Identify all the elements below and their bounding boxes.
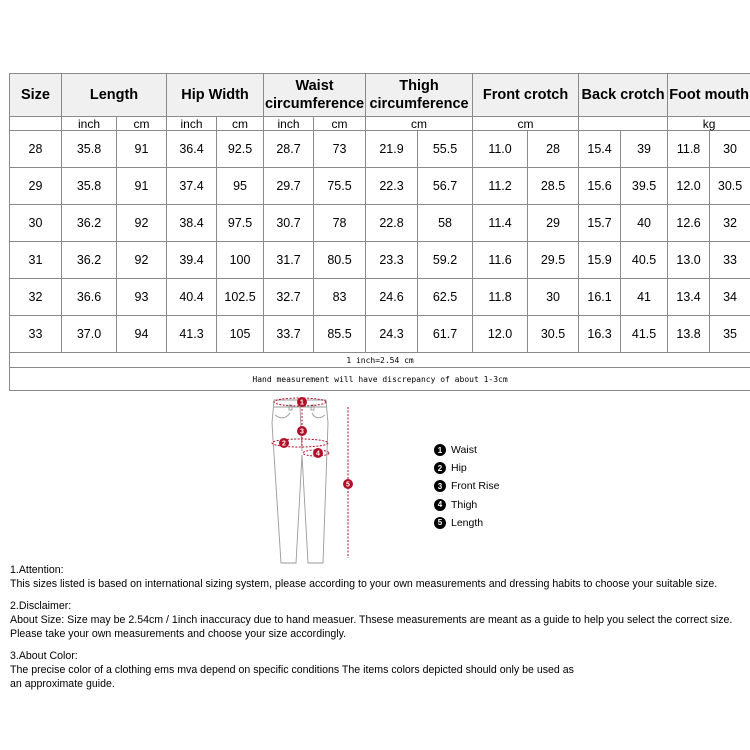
- measurement-cell: 91: [117, 168, 167, 205]
- measurement-cell: 40.4: [167, 279, 217, 316]
- measurement-cell: 29.7: [264, 168, 314, 205]
- attention-text: This sizes listed is based on international sizing system, please according to your own measurements and dressing habits to choose your suitable size.: [10, 578, 718, 590]
- marker-label: 4: [316, 450, 320, 458]
- measurement-cell: 35.8: [62, 168, 117, 205]
- measurement-cell: 100: [217, 242, 264, 279]
- jeans-illustration: [262, 393, 362, 568]
- attention-title: 1.Attention:: [10, 564, 64, 576]
- measurement-cell: 11.8: [473, 279, 528, 316]
- measurement-cell: 15.7: [579, 205, 621, 242]
- measurement-cell: 78: [314, 205, 366, 242]
- measurement-cell: 34: [710, 279, 750, 316]
- legend-label: Waist: [451, 444, 477, 457]
- disclaimer-text: Please take your own measurements and choose your size accordingly.: [10, 628, 347, 640]
- measurement-cell: 93: [117, 279, 167, 316]
- measurement-cell: 35.8: [62, 131, 117, 168]
- measurement-cell: 41.3: [167, 316, 217, 353]
- color-section: [10, 649, 745, 691]
- measurement-cell: 37.4: [167, 168, 217, 205]
- units-row: [10, 117, 750, 131]
- table-row: [10, 242, 750, 279]
- measurement-cell: 30.5: [528, 316, 579, 353]
- measurement-legend: [434, 441, 499, 532]
- marker-label: 5: [346, 481, 350, 489]
- unit-cell: inch: [62, 117, 117, 131]
- measurement-cell: 11.8: [668, 131, 710, 168]
- measurement-cell: 28.7: [264, 131, 314, 168]
- size-cell: 30: [10, 205, 62, 242]
- unit-cell: inch: [264, 117, 314, 131]
- measurement-cell: 92: [117, 242, 167, 279]
- disclaimer-text: About Size: Size may be 2.54cm / 1inch inaccuracy due to hand measuer. Thsese measurements are meant as a guide to help you select the correct size.: [10, 614, 733, 626]
- measurement-cell: 91: [117, 131, 167, 168]
- color-title: 3.About Color:: [10, 650, 78, 662]
- measurement-cell: 11.0: [473, 131, 528, 168]
- measurement-cell: 15.6: [579, 168, 621, 205]
- note-row: [10, 368, 750, 391]
- measurement-cell: 22.3: [366, 168, 418, 205]
- marker-label: 1: [300, 399, 304, 407]
- header-thigh: Thigh circumference: [366, 74, 473, 117]
- table-row: [10, 131, 750, 168]
- measurement-cell: 36.2: [62, 242, 117, 279]
- measurement-cell: 61.7: [418, 316, 473, 353]
- header-length: Length: [62, 74, 167, 117]
- unit-cell: [579, 117, 668, 131]
- measurement-cell: 15.4: [579, 131, 621, 168]
- marker-label: 3: [300, 428, 304, 436]
- number-3-icon: 3: [434, 480, 446, 492]
- measurement-cell: 85.5: [314, 316, 366, 353]
- measurement-cell: 13.4: [668, 279, 710, 316]
- measurement-cell: 39.5: [621, 168, 668, 205]
- unit-empty: [10, 117, 62, 131]
- measurement-cell: 97.5: [217, 205, 264, 242]
- measurement-cell: 11.6: [473, 242, 528, 279]
- table-row: [10, 279, 750, 316]
- measurement-cell: 41: [621, 279, 668, 316]
- attention-section: [10, 563, 745, 591]
- measurement-cell: 36.4: [167, 131, 217, 168]
- header-waist: Waist circumference: [264, 74, 366, 117]
- unit-cell: inch: [167, 117, 217, 131]
- disclaimer-title: 2.Disclaimer:: [10, 600, 72, 612]
- measurement-cell: 55.5: [418, 131, 473, 168]
- measurement-cell: 28.5: [528, 168, 579, 205]
- measurement-cell: 15.9: [579, 242, 621, 279]
- unit-cell: cm: [314, 117, 366, 131]
- measurement-cell: 33: [710, 242, 750, 279]
- measurement-cell: 22.8: [366, 205, 418, 242]
- measurement-cell: 32.7: [264, 279, 314, 316]
- measurement-cell: 11.4: [473, 205, 528, 242]
- header-row: [10, 74, 750, 117]
- measurement-cell: 102.5: [217, 279, 264, 316]
- measurement-cell: 12.0: [473, 316, 528, 353]
- measurement-cell: 40.5: [621, 242, 668, 279]
- measurement-cell: 95: [217, 168, 264, 205]
- legend-item-length: [434, 514, 499, 532]
- measurement-cell: 80.5: [314, 242, 366, 279]
- measurement-cell: 58: [418, 205, 473, 242]
- disclaimer-section: [10, 599, 745, 641]
- measurement-cell: 40: [621, 205, 668, 242]
- measurement-cell: 39: [621, 131, 668, 168]
- measurement-cell: 29.5: [528, 242, 579, 279]
- size-cell: 29: [10, 168, 62, 205]
- measurement-cell: 12.6: [668, 205, 710, 242]
- marker-label: 2: [282, 440, 286, 448]
- size-cell: 32: [10, 279, 62, 316]
- number-4-icon: 4: [434, 499, 446, 511]
- measurement-cell: 16.1: [579, 279, 621, 316]
- header-foot-mouth: Foot mouth: [668, 74, 750, 117]
- measurement-cell: 75.5: [314, 168, 366, 205]
- table-row: [10, 205, 750, 242]
- measurement-cell: 12.0: [668, 168, 710, 205]
- measurement-cell: 38.4: [167, 205, 217, 242]
- measurement-cell: 39.4: [167, 242, 217, 279]
- measurement-cell: 35: [710, 316, 750, 353]
- measurement-cell: 92: [117, 205, 167, 242]
- color-text: an approximate guide.: [10, 678, 115, 690]
- measurement-cell: 31.7: [264, 242, 314, 279]
- measurement-cell: 59.2: [418, 242, 473, 279]
- measurement-cell: 36.6: [62, 279, 117, 316]
- measurement-discrepancy-note: Hand measurement will have discrepancy of about 1-3cm: [10, 368, 750, 391]
- notes-section: [10, 563, 745, 699]
- unit-cell: cm: [473, 117, 579, 131]
- legend-item-front-rise: [434, 477, 499, 495]
- unit-cell: cm: [117, 117, 167, 131]
- note-row: [10, 353, 750, 368]
- measurement-cell: 24.3: [366, 316, 418, 353]
- measurement-cell: 94: [117, 316, 167, 353]
- measurement-cell: 37.0: [62, 316, 117, 353]
- inch-conversion-note: 1 inch=2.54 cm: [10, 353, 750, 368]
- measurement-cell: 32: [710, 205, 750, 242]
- measurement-cell: 21.9: [366, 131, 418, 168]
- measurement-cell: 11.2: [473, 168, 528, 205]
- measurement-cell: 30.7: [264, 205, 314, 242]
- measurement-cell: 105: [217, 316, 264, 353]
- measurement-cell: 33.7: [264, 316, 314, 353]
- legend-label: Length: [451, 516, 484, 529]
- measurement-cell: 24.6: [366, 279, 418, 316]
- legend-label: Thigh: [451, 498, 478, 511]
- legend-label: Hip: [451, 462, 467, 475]
- unit-cell: kg: [668, 117, 750, 131]
- measurement-cell: 23.3: [366, 242, 418, 279]
- table-row: [10, 316, 750, 353]
- header-front-crotch: Front crotch: [473, 74, 579, 117]
- measurement-cell: 62.5: [418, 279, 473, 316]
- header-size: Size: [10, 74, 62, 117]
- measurement-cell: 13.8: [668, 316, 710, 353]
- measurement-cell: 30.5: [710, 168, 750, 205]
- header-back-crotch: Back crotch: [579, 74, 668, 117]
- size-cell: 28: [10, 131, 62, 168]
- legend-item-thigh: [434, 496, 499, 514]
- measurement-cell: 36.2: [62, 205, 117, 242]
- size-cell: 33: [10, 316, 62, 353]
- measurement-cell: 56.7: [418, 168, 473, 205]
- measurement-cell: 83: [314, 279, 366, 316]
- measurement-cell: 16.3: [579, 316, 621, 353]
- measurement-cell: 92.5: [217, 131, 264, 168]
- measurement-cell: 30: [710, 131, 750, 168]
- table-row: [10, 168, 750, 205]
- legend-item-waist: [434, 441, 499, 459]
- measurement-cell: 28: [528, 131, 579, 168]
- measurement-cell: 30: [528, 279, 579, 316]
- measurement-cell: 13.0: [668, 242, 710, 279]
- legend-item-hip: [434, 459, 499, 477]
- color-text: The precise color of a clothing ems mva depend on specific conditions The items colors depicted should only be used as: [10, 664, 574, 676]
- size-chart-table: [9, 73, 750, 391]
- measurement-cell: 73: [314, 131, 366, 168]
- size-cell: 31: [10, 242, 62, 279]
- jeans-measurement-figure: [262, 393, 362, 568]
- number-2-icon: 2: [434, 462, 446, 474]
- measurement-cell: 41.5: [621, 316, 668, 353]
- legend-label: Front Rise: [451, 480, 500, 493]
- header-hip-width: Hip Width: [167, 74, 264, 117]
- unit-cell: cm: [366, 117, 473, 131]
- measurement-cell: 29: [528, 205, 579, 242]
- number-1-icon: 1: [434, 444, 446, 456]
- number-5-icon: 5: [434, 517, 446, 529]
- unit-cell: cm: [217, 117, 264, 131]
